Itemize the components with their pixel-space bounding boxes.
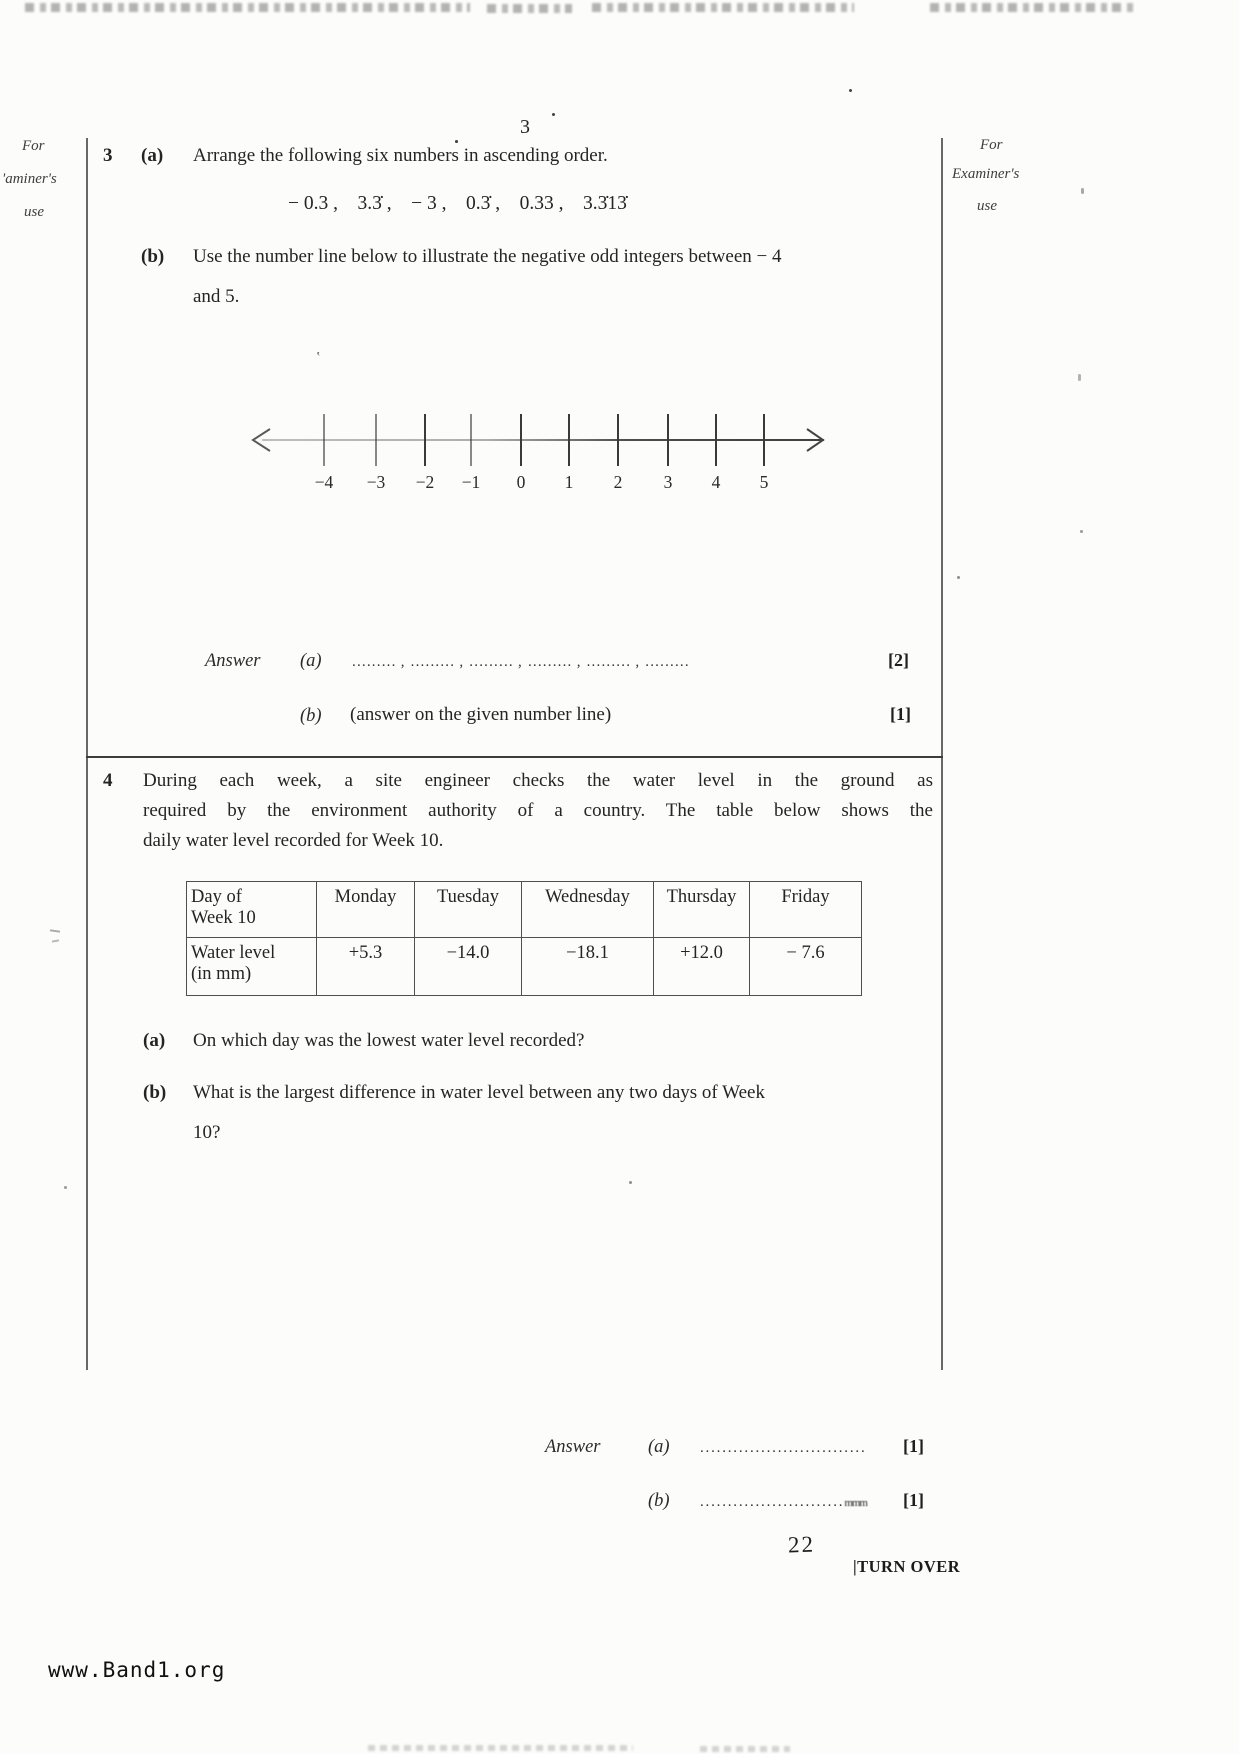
scan-speck [64,1186,67,1189]
number-line-tick [470,414,472,466]
number-line-tick [715,414,717,466]
scan-noise-bottom [368,1745,633,1751]
question-4b-text-line1: What is the largest difference in water level between any two days of Week [193,1082,765,1103]
table-row-label-line2: (in mm) [191,964,252,984]
margin-note-left: 'aminer's [2,171,57,187]
number-line-tick [520,414,522,466]
page-number: 3 [520,116,530,138]
table-value-friday: − 7.6 [750,938,862,996]
number-line-tick-label: 2 [613,472,623,492]
right-arrow-icon [804,426,828,454]
scan-speck [957,576,960,579]
number-line-axis [262,439,824,441]
margin-note-right: use [977,198,997,214]
table-header-day-line2: Week 10 [191,908,256,928]
margin-note-left: For [22,138,45,154]
scan-noise-top [487,4,572,13]
question-3b-text-line2: and 5. [193,286,240,307]
scan-speck [849,89,852,92]
question-4a-text: On which day was the lowest water level recorded? [193,1030,585,1051]
question-4-intro-line: During each week, a site engineer checks the water level in the ground as [143,770,933,791]
question-3-number: 3 [103,145,113,166]
answer-4b-dots: .......................... [700,1494,845,1510]
scan-speck: ‛ [316,350,321,365]
number-line-tick-label: 0 [516,472,526,492]
left-margin-rule [86,138,88,1370]
number-line-tick [617,414,619,466]
scan-speck [1080,530,1083,533]
right-margin-rule [941,138,943,1370]
table-header-thursday: Thursday [654,882,750,938]
question-4b-label: (b) [143,1082,167,1103]
number-line-tick-label: 1 [564,472,574,492]
scan-speck [1078,374,1081,381]
turn-over-label: |TURN OVER [853,1557,961,1576]
scan-noise-bottom [700,1746,790,1752]
table-value-tuesday: −14.0 [415,938,522,996]
number-line-tick-label: −4 [314,472,334,492]
number-line-tick-label: −1 [461,472,481,492]
number-line-tick [375,414,377,466]
margin-note-right: For [980,137,1003,153]
margin-note-left: use [24,204,44,220]
scan-noise-top [25,3,470,12]
scan-artifact: mmm [844,1497,867,1509]
table-value-wednesday: −18.1 [522,938,654,996]
table-header-monday: Monday [317,882,415,938]
question-4-number: 4 [103,770,113,791]
number-line-figure [248,350,848,510]
table-header-day [187,882,317,938]
question-3a-text: Arrange the following six numbers in ascending order. [193,145,608,166]
table-header-tuesday: Tuesday [415,882,522,938]
number-line-tick-label: −3 [366,472,386,492]
table-header-day-line1: Day of [191,887,242,907]
question-3a-label: (a) [141,145,164,166]
answer-3a-dotted-line: ......... , ......... , ......... , ......... , ......... , ......... [352,654,690,670]
question-3b-text-line1: Use the number line below to illustrate the negative odd integers between − 4 [193,246,782,267]
number-line-tick [323,414,325,466]
scan-speck [629,1181,632,1184]
question-3b-label: (b) [141,246,165,267]
table-header-friday: Friday [750,882,862,938]
handwritten-page-mark: 22 [787,1531,816,1558]
number-line-tick [763,414,765,466]
scan-speck [552,113,555,116]
margin-note-right: Examiner's [952,166,1020,182]
website-watermark: www.Band1.org [48,1658,226,1682]
number-line-tick-label: 4 [711,472,721,492]
marks-badge: [1] [903,1490,924,1510]
marks-badge: [2] [888,650,909,670]
table-value-monday: +5.3 [317,938,415,996]
water-level-table [186,881,862,996]
table-row-label-line1: Water level [191,943,276,963]
number-line-tick-label: −2 [415,472,435,492]
table-value-thursday: +12.0 [654,938,750,996]
answer-4a-label: (a) [648,1437,670,1457]
number-line-tick-label: 3 [663,472,673,492]
answer-4b-label: (b) [648,1491,670,1511]
question-3a-number-list: − 0.3 , 3.3̇ , − 3 , 0.3̇ , 0.33 , 3.3̇13̇ [288,193,627,214]
left-arrow-icon [248,426,274,454]
number-line-tick [667,414,669,466]
answer-word: Answer [205,651,261,671]
table-header-wednesday: Wednesday [522,882,654,938]
marks-badge: [1] [903,1436,924,1456]
scan-speck [52,939,59,942]
number-line-tick [424,414,426,466]
question-divider-rule [86,756,943,758]
question-4-intro [143,766,933,856]
answer-word: Answer [545,1437,601,1457]
answer-4a-dotted-line: .............................. [700,1440,867,1456]
question-4a-label: (a) [143,1030,166,1051]
number-line-tick-label: 5 [759,472,769,492]
scan-speck [50,929,60,932]
question-4-intro-line: daily water level recorded for Week 10. [143,830,444,851]
question-4-intro-line: required by the environment authority of a country. The table below shows the [143,800,933,821]
answer-3b-label: (b) [300,706,322,726]
scan-noise-top [592,3,854,12]
table-row-label [187,938,317,996]
scan-noise-top [930,3,1135,12]
answer-4b-dotted-line [700,1494,867,1511]
marks-badge: [1] [890,704,911,724]
scan-speck [1081,188,1084,194]
answer-3b-note: (answer on the given number line) [350,704,612,725]
answer-3a-label: (a) [300,651,322,671]
number-line-tick [568,414,570,466]
question-4b-text-line2: 10? [193,1122,221,1143]
scan-speck [455,140,458,143]
